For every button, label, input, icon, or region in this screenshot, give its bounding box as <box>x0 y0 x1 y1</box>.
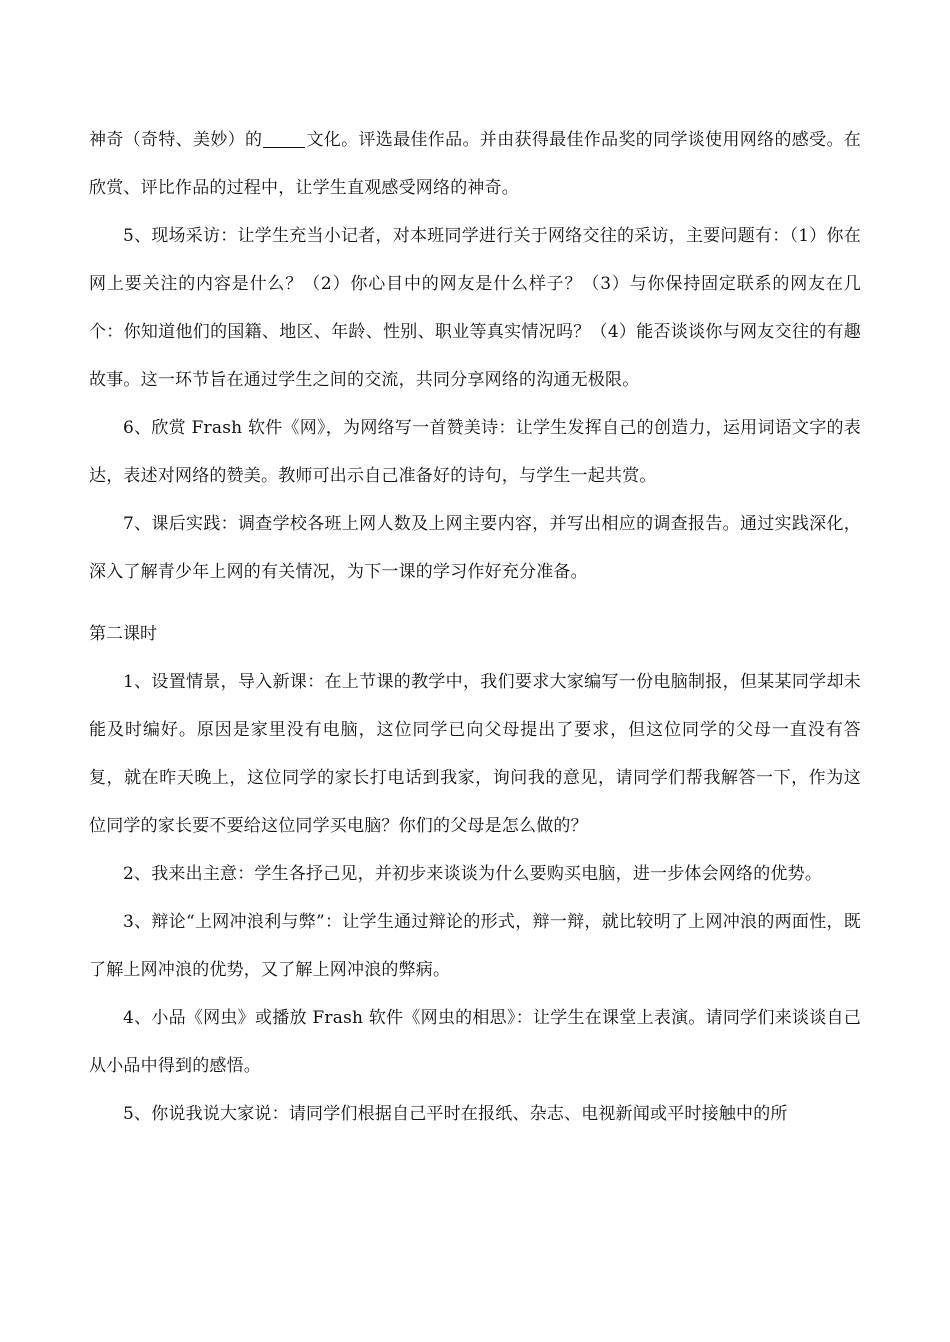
paragraph-item-6-poem: 6、欣赏 Frash 软件《网》，为网络写一首赞美诗：让学生发挥自己的创造力，运用词语文字的表达，表述对网络的赞美。教师可出示自己准备好的诗句，与学生一起共赏。 <box>89 418 861 486</box>
paragraph-item-1-intro: 1、设置情景，导入新课：在上节课的教学中，我们要求大家编写一份电脑制报，但某某同学却未能及时编好。原因是家里没有电脑，这位同学已向父母提出了要求，但这位同学的父母一直没有答复，就在昨天晚上，这位同学的家长打电话到我家，询问我的意见，请同学们帮我解答一下，作为这位同学的家长要不要给这位同学买电脑？你们的父母是怎么做的？ <box>89 672 861 836</box>
paragraph-works-evaluation <box>89 116 861 212</box>
paragraph-item-3-debate: 3、辩论“上网冲浪利与弊”：让学生通过辩论的形式，辩一辩，就比较明了上网冲浪的两面性，既了解上网冲浪的优势，又了解上网冲浪的弊病。 <box>89 912 861 980</box>
paragraph-text-before-blank: 神奇（奇特、美妙）的 <box>89 130 263 150</box>
section-heading-second-lesson: 第二课时 <box>89 624 157 644</box>
paragraph-item-4-skit: 4、小品《网虫》或播放 Frash 软件《网虫的相思》：让学生在课堂上表演。请同学们来谈谈自己从小品中得到的感悟。 <box>89 1008 861 1076</box>
fill-in-blank <box>263 130 305 148</box>
paragraph-item-5-discussion: 5、你说我说大家说：请同学们根据自己平时在报纸、杂志、电视新闻或平时接触中的所 <box>123 1104 788 1124</box>
paragraph-item-5-interview: 5、现场采访：让学生充当小记者，对本班同学进行关于网络交往的采访，主要问题有：（1）你在网上要关注的内容是什么？（2）你心目中的网友是什么样子？（3）与你保持固定联系的网友在几个：你知道他们的国籍、地区、年龄、性别、职业等真实情况吗？（4）能否谈谈你与网友交往的有趣故事。这一环节旨在通过学生之间的交流，共同分享网络的沟通无极限。 <box>89 226 861 390</box>
paragraph-item-7-practice: 7、课后实践：调查学校各班上网人数及上网主要内容，并写出相应的调查报告。通过实践深化，深入了解青少年上网的有关情况，为下一课的学习作好充分准备。 <box>89 514 861 582</box>
paragraph-item-2-ideas: 2、我来出主意：学生各抒己见，并初步来谈谈为什么要购买电脑，进一步体会网络的优势。 <box>123 864 823 884</box>
paragraph-text-after-blank: 文化。评选最佳作品。并由获得最佳作品奖的同学谈使用网络的感受。在欣赏、评比作品的过程中，让学生直观感受网络的神奇。 <box>89 130 862 198</box>
document-body <box>89 116 861 1138</box>
